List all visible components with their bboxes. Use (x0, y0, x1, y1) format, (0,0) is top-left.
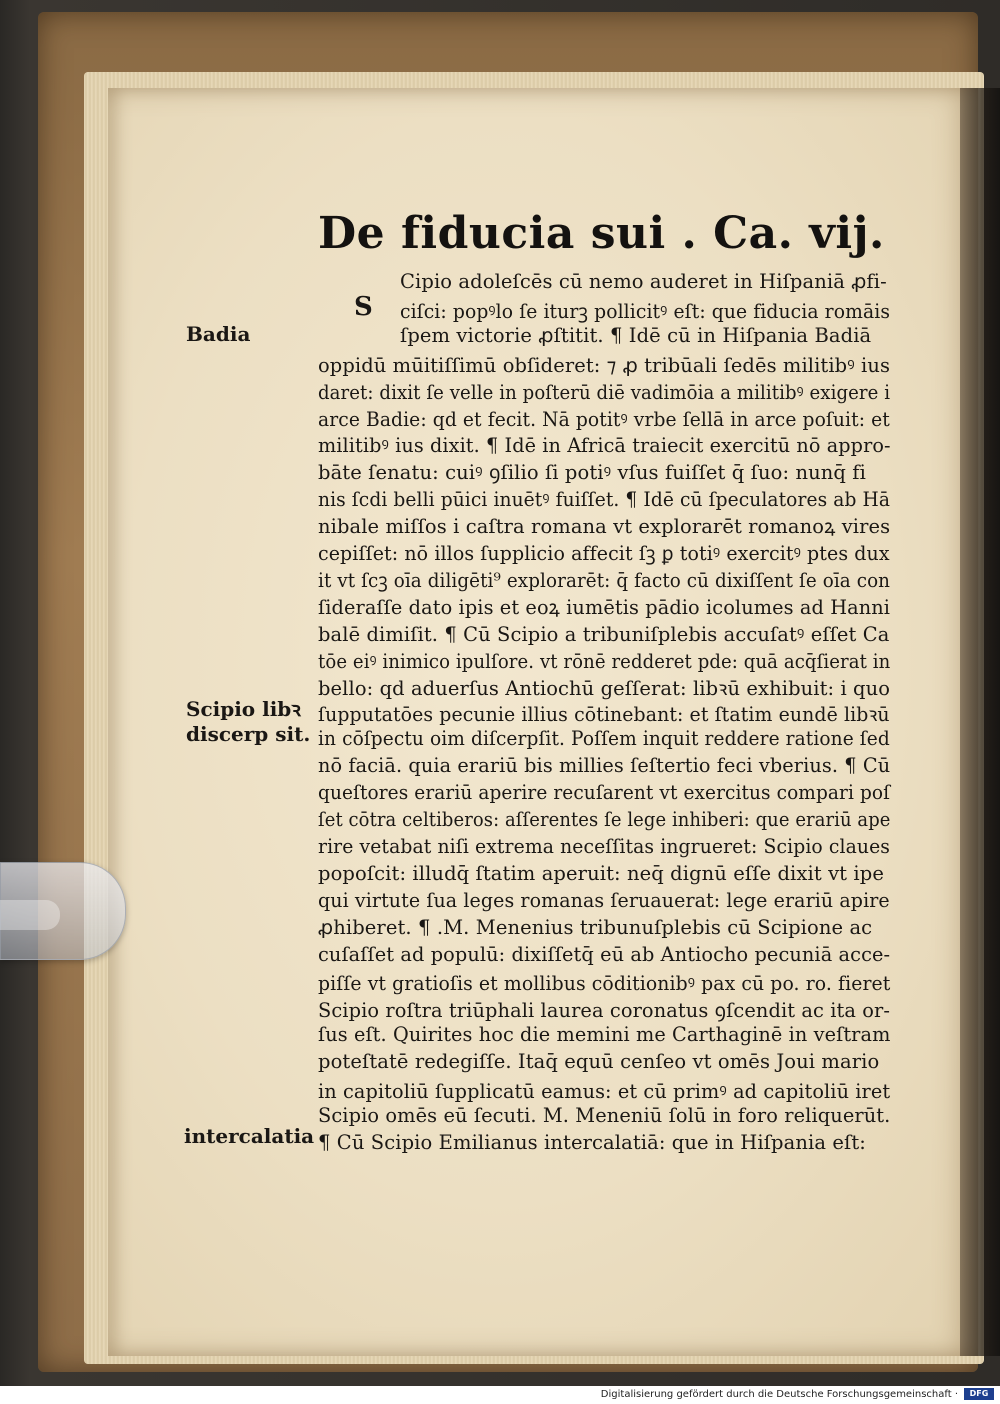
text-line: queſtores erariū aperire recuſarent vt exercitus compari poſ (318, 781, 891, 805)
text-line: ſus eſt. Quirites hoc die memini me Carthaginē in veſtram (318, 1023, 891, 1047)
text-line: cuſaſſet ad populū: dixiſſetq̄ eū ab Antiocho pecuniā acce- (318, 942, 891, 966)
text-line: nō faciā. quia erariū bis millies ſeſtertio feci vberius. ¶ Cū (318, 754, 891, 778)
text-line: it vt ſcꝫ oīa diligēti⁹ explorarēt: q̄ facto cū dixiſſent ſe oīa con (318, 568, 891, 592)
text-line: in cōſpectu oim diſcerpſit. Poſſem inquit reddere ratione ſed (318, 727, 890, 751)
dfg-logo: DFG (964, 1388, 994, 1400)
margin-note: intercalatia (184, 1124, 315, 1148)
text-line: piſſe vt gratioſis et mollibus cōditionibꝰ pax cū po. ro. fieret (318, 972, 891, 996)
text-line: Scipio roſtra triūphali laurea coronatus ꝯſcendit ac ita or- (318, 999, 891, 1023)
page-clip-highlight (0, 900, 60, 930)
text-line: rire vetabat niſi extrema neceſſitas ingrueret: Scipio claues (318, 834, 891, 858)
text-line: nibale miſſos i caſtra romana vt explorarēt romanoꝝ vires (318, 515, 891, 539)
margin-note: Scipio libꝛ (186, 697, 301, 721)
text-line: bello: qd aduerſus Antiochū geſſerat: libꝛū exhibuit: i quo (318, 676, 891, 700)
text-line: balē dimiſit. ¶ Cū Scipio a tribuniſplebis accuſatꝰ eſſet Ca (318, 622, 890, 646)
margin-note: Badia (186, 322, 251, 346)
text-line: ꝓhiberet. ¶ .M. Menenius tribunuſplebis cū Scipione ac (318, 915, 873, 939)
text-line: Cipio adoleſcēs cū nemo auderet in Hiſpaniā ꝓfi- (400, 270, 887, 293)
text-line: oppidū mūitiſſimū obſideret: ⁊ ꝓ tribūali ſedēs militibꝰ ius (318, 353, 891, 377)
text-line: cepiſſet: nō illos ſupplicio affecit ſꝫ ꝑ totiꝰ exercitꝰ ptes dux (318, 542, 890, 565)
text-line: daret: dixit ſe velle in poſterū diē vadimōia a militibꝰ exigere i (318, 380, 891, 404)
text-line: ſpem victorie ꝓſtitit. ¶ Idē cū in Hiſpania Badiā (400, 323, 872, 347)
text-line: Scipio omēs eū ſecuti. M. Meneniū ſolū in foro reliquerūt. (318, 1103, 891, 1127)
text-line: ſupputatōes pecunie illius cōtinebant: et ſtatim eundē libꝛū (318, 703, 890, 727)
margin-note: discerp sit. (186, 722, 311, 746)
initial-letter: S (354, 292, 373, 322)
chapter-heading: De fiducia sui . Ca. vij. (318, 208, 885, 259)
text-line: poteſtatē redegiſſe. Itaq̄ equū cenſeo vt omēs Joui mario (318, 1050, 880, 1074)
text-line: popoſcit: illudq̄ ſtatim aperuit: neq̄ dignū eſſe dixit vt ipe (318, 861, 884, 885)
text-line: qui virtute ſua leges romanas ſeruauerat: lege erariū apire (318, 888, 890, 912)
text-line: tōe eiꝰ inimico ipulſore. vt rōnē redderet pde: quā acq̄ſierat in (318, 649, 891, 673)
text-line: arce Badie: qd et fecit. Nā potitꝰ vrbe ſellā in arce poſuit: et (318, 407, 890, 431)
text-line: ſet cōtra celtiberos: aſſerentes ſe lege inhiberi: que erariū ape (318, 808, 891, 831)
text-line: ciſci: popꝰlo ſe iturꝫ pollicitꝰ eſt: que fiducia romāis (400, 299, 891, 323)
text-line: nis ſcdi belli pūici inuētꝰ fuiſſet. ¶ Idē cū ſpeculatores ab Hā (318, 488, 891, 512)
text-line: bāte ſenatu: cuiꝰ ꝯſilio ſi potiꝰ vſus fuiſſet q̄ ſuo: nunq̄ fi (318, 461, 866, 485)
footer-credit: Digitalisierung gefördert durch die Deutsche Forschungsgemeinschaft · (600, 1389, 958, 1400)
gutter-shadow (960, 88, 1000, 1356)
text-line: ſideraſſe dato ipis et eoꝝ iumētis pādio icolumes ad Hanni (318, 595, 891, 619)
text-line: ¶ Cū Scipio Emilianus intercalatiā: que in Hiſpania eſt: (318, 1130, 866, 1154)
text-line: militibꝰ ius dixit. ¶ Idē in Africā traiecit exercitū nō appro- (318, 434, 891, 458)
text-line: in capitoliū ſupplicatū eamus: et cū primꝰ ad capitoliū iret (318, 1080, 891, 1103)
